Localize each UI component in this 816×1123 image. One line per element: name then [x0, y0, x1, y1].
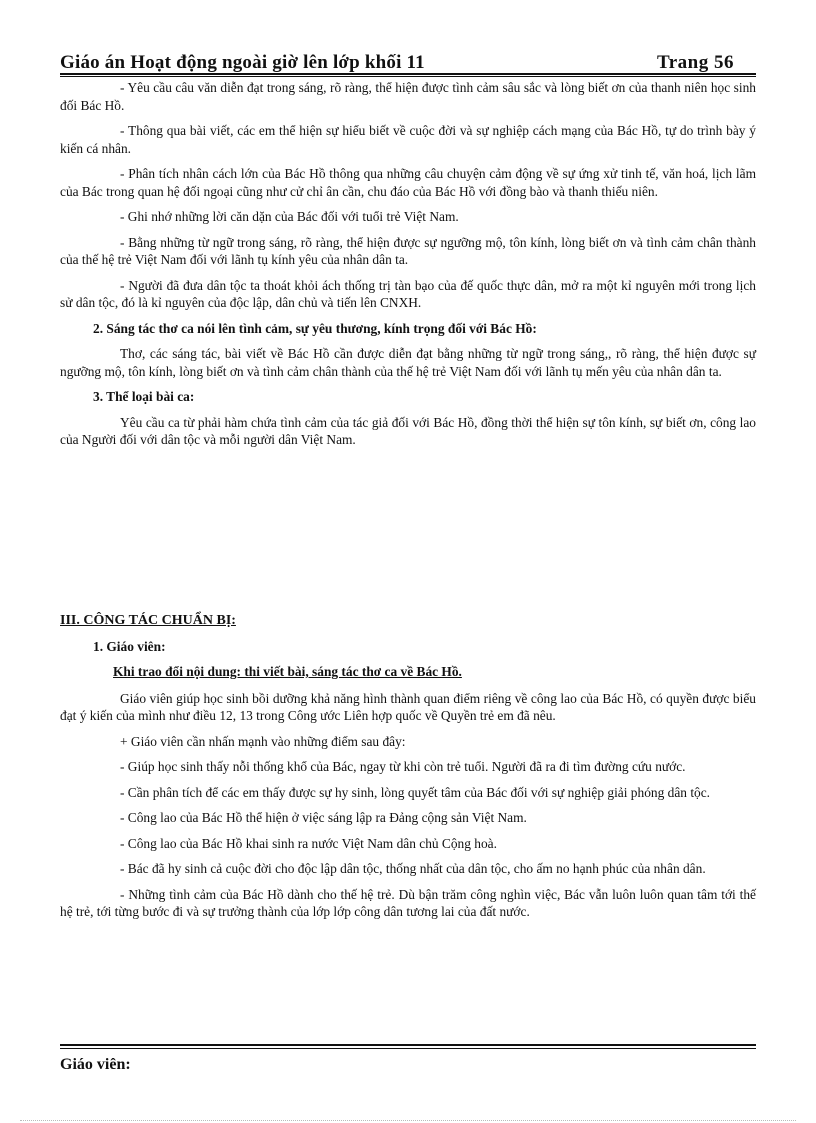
paragraph: - Yêu cầu câu văn diễn đạt trong sáng, rõ ràng, thể hiện được tình cảm sâu sắc và lòng biết ơn của thanh niên học sinh đối Bác Hồ.: [60, 80, 756, 113]
paragraph: + Giáo viên cần nhấn mạnh vào những điểm sau đây:: [120, 733, 406, 749]
paragraph: Thơ, các sáng tác, bài viết về Bác Hồ cần được diễn đạt bằng những từ ngữ trong sáng,, rõ ràng, thể hiện được sự ngưỡng mộ, tôn kính, lòng biết ơn và tình cảm chân thành của thế hệ trẻ Việt Nam đối với lãnh tụ mến yêu của nhân dân ta.: [60, 346, 756, 379]
paragraph: - Ghi nhớ những lời căn dặn của Bác đối với tuổi trẻ Việt Nam.: [120, 209, 459, 224]
section-preparation: [60, 612, 756, 929]
header-rule-thin: [60, 76, 756, 77]
subheading-underlined: Khi trao đổi nội dung: thi viết bài, sáng tác thơ ca về Bác Hồ.: [113, 664, 462, 679]
section-title: III. CÔNG TÁC CHUẨN BỊ:: [60, 613, 236, 628]
section-content-part1: [60, 79, 756, 457]
paragraph: - Những tình cảm của Bác Hồ dành cho thế hệ trẻ. Dù bận trăm công nghìn việc, Bác vẫn luôn luôn quan tâm tới thế hệ trẻ, tới từng bước đi và sự trưởng thành của lớp lớp công dân tương lai của đất nước.: [60, 886, 756, 919]
paragraph: - Bác đã hy sinh cả cuộc đời cho độc lập dân tộc, thống nhất của dân tộc, cho ấm no hạnh phúc của nhân dân.: [120, 861, 706, 876]
paragraph: - Công lao của Bác Hồ thể hiện ở việc sáng lập ra Đảng cộng sản Việt Nam.: [120, 810, 527, 825]
paragraph: Giáo viên giúp học sinh bồi dưỡng khả năng hình thành quan điểm riêng về công lao của Bác Hồ, có quyền được biểu đạt ý kiến của mình như điều 12, 13 trong Công ước Liên hợp quốc về Quyền trẻ em đã nêu.: [60, 690, 756, 723]
footer-rule-thick: [60, 1044, 756, 1046]
subheading-2: 2. Sáng tác thơ ca nói lên tình cảm, sự yêu thương, kính trọng đối với Bác Hồ:: [93, 320, 537, 336]
paragraph: - Thông qua bài viết, các em thể hiện sự hiểu biết về cuộc đời và sự nghiệp cách mạng của Bác Hồ, tự do trình bày ý kiến cá nhân.: [60, 123, 756, 156]
subheading-teacher: 1. Giáo viên:: [93, 638, 166, 654]
paragraph: - Cần phân tích để các em thấy được sự hy sinh, lòng quyết tâm của Bác đối với sự nghiệp giải phóng dân tộc.: [120, 784, 711, 800]
page-edge: [20, 1120, 796, 1121]
paragraph: - Người đã đưa dân tộc ta thoát khỏi ách thống trị tàn bạo của đế quốc thực dân, mở ra một kỉ nguyên mới trong lịch sử dân tộc, đó là kỉ nguyên của độc lập, dân chủ và tiến lên CNXH.: [60, 277, 756, 310]
paragraph: Yêu cầu ca từ phải hàm chứa tình cảm của tác giả đối với Bác Hồ, đồng thời thể hiện sự tôn kính, sự biết ơn, công lao của Người đối với dân tộc và mỗi người dân Việt Nam.: [60, 414, 756, 447]
header-rule-thick: [60, 73, 756, 75]
page-number: Trang 56: [656, 52, 734, 73]
document-title: Giáo án Hoạt động ngoài giờ lên lớp khối 11: [60, 52, 425, 73]
subheading-3: 3. Thể loại bài ca:: [93, 389, 195, 404]
paragraph: - Phân tích nhân cách lớn của Bác Hồ thông qua những câu chuyện cảm động về sự ứng xử tinh tế, văn hoá, lịch lãm của Bác trong quan hệ đối ngoại cũng như cử chỉ ân cần, chu đáo của Bác Hồ với đồng bào và thanh thiếu niên.: [60, 166, 756, 199]
paragraph: - Giúp học sinh thấy nỗi thống khổ của Bác, ngay từ khi còn trẻ tuổi. Người đã ra đi tìm đường cứu nước.: [120, 759, 686, 774]
footer-teacher-label: Giáo viên:: [60, 1056, 131, 1073]
paragraph: - Công lao của Bác Hồ khai sinh ra nước Việt Nam dân chủ Cộng hoà.: [120, 835, 497, 851]
footer-rule-thin: [60, 1048, 756, 1049]
paragraph: - Bằng những từ ngữ trong sáng, rõ ràng, thể hiện được sự ngưỡng mộ, tôn kính, lòng biết ơn và tình cảm chân thành của thế hệ trẻ Việt Nam đối với lãnh tụ kính yêu của nhân dân ta.: [60, 234, 756, 267]
